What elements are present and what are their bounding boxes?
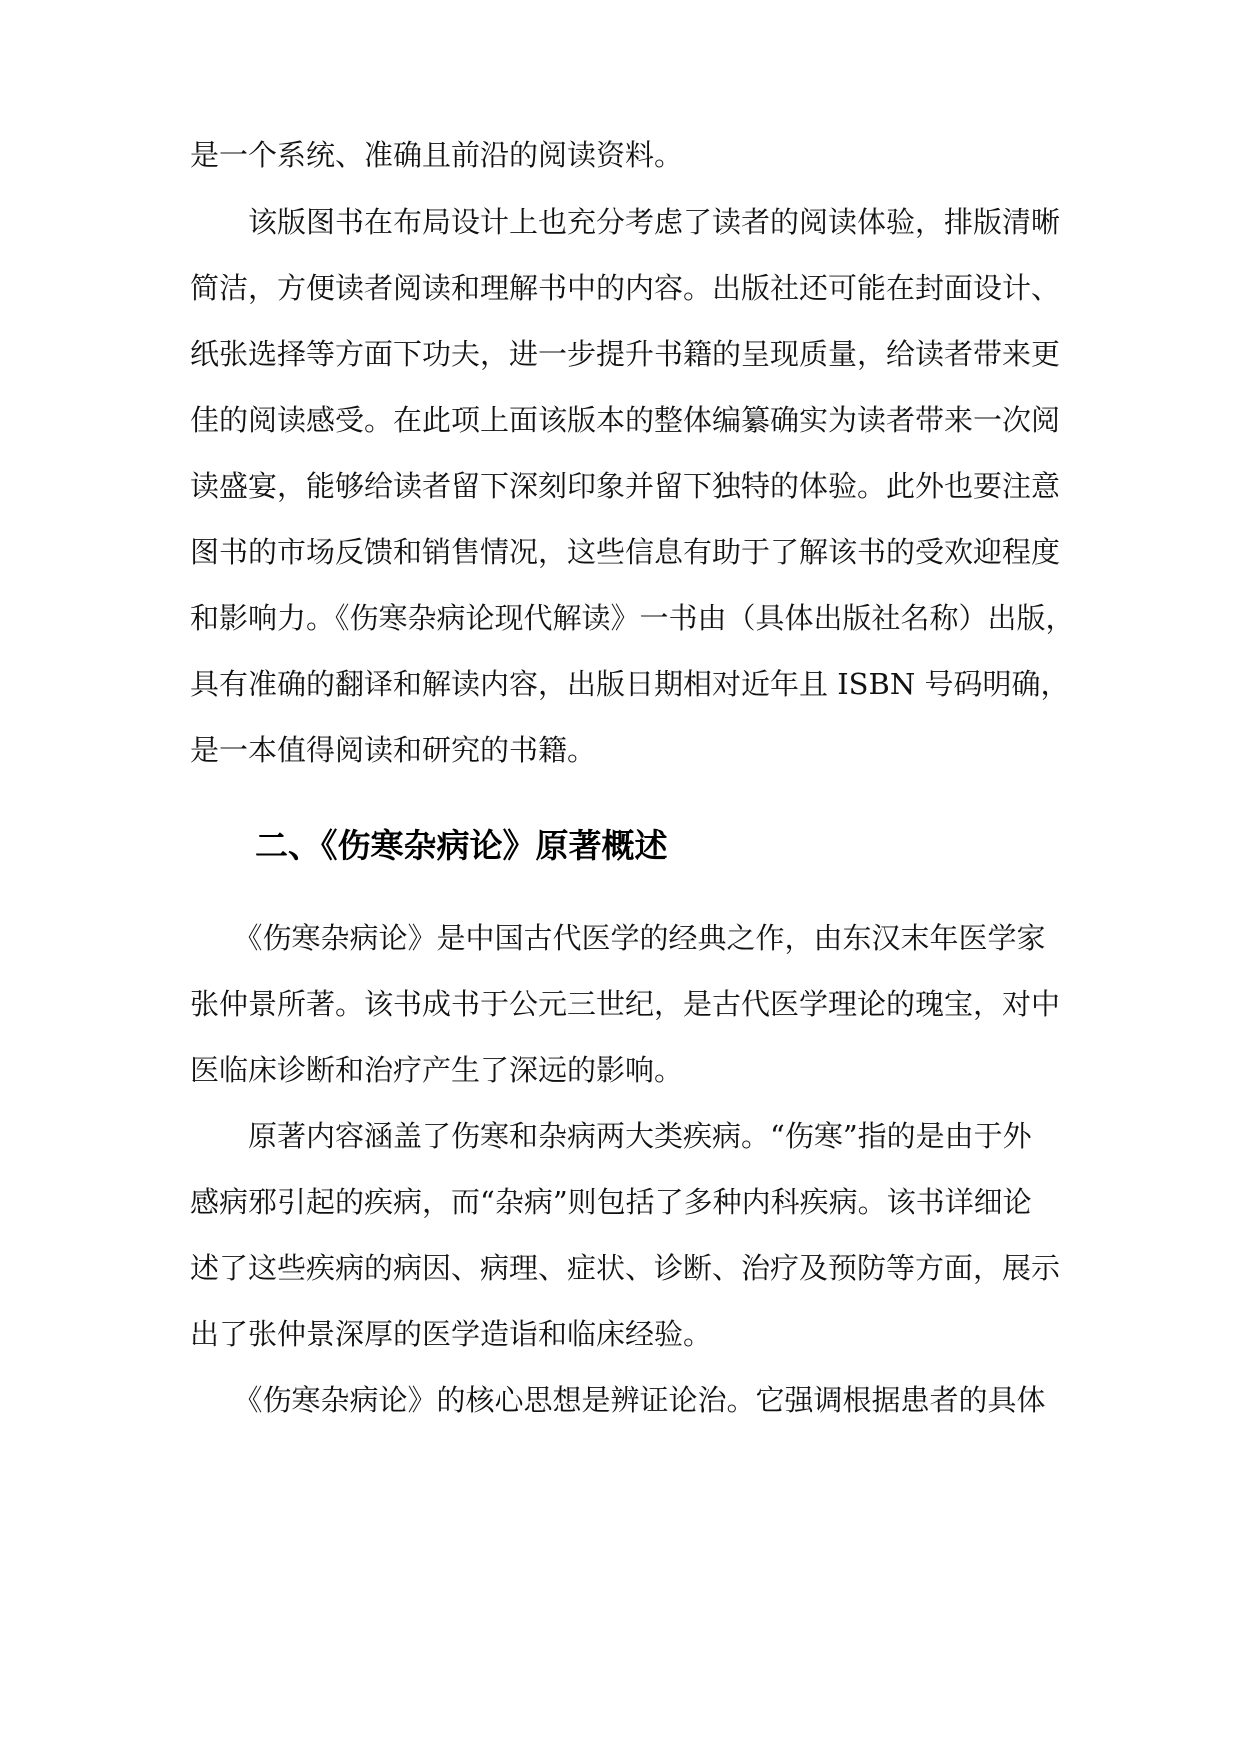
text-line: 图书的市场反馈和销售情况，这些信息有助于了解该书的受欢迎程度 [190,535,1061,569]
text-line: 医临床诊断和治疗产生了深远的影响。 [190,1053,684,1087]
section-heading: 二、《伤寒杂病论》原著概述 [255,826,668,865]
text-line: 读盛宴，能够给读者留下深刻印象并留下独特的体验。此外也要注意 [190,469,1061,503]
text-line: 和影响力。《伤寒杂病论现代解读》一书由（具体出版社名称）出版， [190,601,1075,635]
text-line: 张仲景所著。该书成书于公元三世纪，是古代医学理论的瑰宝，对中 [190,987,1061,1021]
text-line: 佳的阅读感受。在此项上面该版本的整体编纂确实为读者带来一次阅 [190,403,1061,437]
text-line: 是一个系统、准确且前沿的阅读资料。 [190,138,684,172]
text-line: 述了这些疾病的病因、病理、症状、诊断、治疗及预防等方面，展示 [190,1251,1061,1285]
text-line: 感病邪引起的疾病，而“杂病”则包括了多种内科疾病。该书详细论 [190,1185,1032,1219]
text-line: 出了张仲景深厚的医学造诣和临床经验。 [190,1317,713,1351]
text-line: 该版图书在布局设计上也充分考虑了读者的阅读体验，排版清晰 [190,205,1061,239]
text-line: 纸张选择等方面下功夫，进一步提升书籍的呈现质量，给读者带来更 [190,337,1061,371]
text-line: 是一本值得阅读和研究的书籍。 [190,733,597,767]
text-line: 原著内容涵盖了伤寒和杂病两大类疾病。“伤寒”指的是由于外 [190,1119,1032,1153]
text-line: 简洁，方便读者阅读和理解书中的内容。出版社还可能在封面设计、 [190,271,1061,305]
text-line: 具有准确的翻译和解读内容，出版日期相对近年且 ISBN 号码明确， [190,667,1070,701]
text-line: 《伤寒杂病论》的核心思想是辨证论治。它强调根据患者的具体 [190,1383,1046,1417]
text-line: 《伤寒杂病论》是中国古代医学的经典之作，由东汉末年医学家 [190,921,1046,955]
